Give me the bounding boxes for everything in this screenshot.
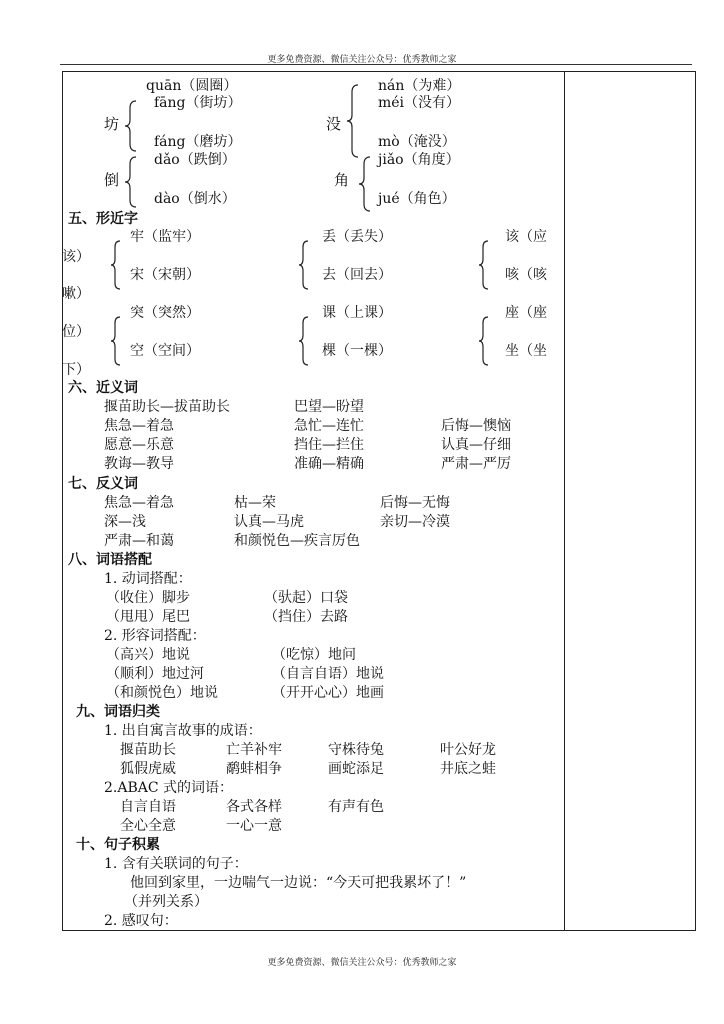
s6-r3-c2: 严肃—严厉 <box>441 456 511 472</box>
s6-r1-c2: 后悔—懊恼 <box>441 418 511 434</box>
s8-a1-1: （自言自语）地说 <box>272 666 384 682</box>
pinyin-nan: nán（为难） <box>378 78 461 94</box>
s6-r2-c1: 挡住—拦住 <box>294 437 364 453</box>
pinyin-dao1: dǎo（跌倒） <box>154 152 236 168</box>
s6-r0-c0: 揠苗助长—拔苗助长 <box>104 399 230 415</box>
s9-i1-2: 画蛇添足 <box>328 761 384 777</box>
brace-s5-3 <box>478 240 490 290</box>
s9-i0-0: 揠苗助长 <box>120 742 176 758</box>
page-header: 更多免费资源、微信关注公众号：优秀教师之家 <box>267 55 457 65</box>
s6-r1-c1: 急忙—连忙 <box>294 418 364 434</box>
s10-sub1: 1. 含有关联词的句子： <box>104 856 248 872</box>
s7-r2-c1: 和颜悦色—疾言厉色 <box>234 533 360 549</box>
s5-g4-a: 突（突然） <box>130 305 200 321</box>
section-5-title: 五、形近字 <box>68 211 138 227</box>
s6-r1-c0: 焦急—着急 <box>104 418 174 434</box>
s7-r0-c2: 后悔—无悔 <box>380 495 450 511</box>
s9-i1-0: 狐假虎威 <box>120 761 176 777</box>
s5-g4-pre1: 位） <box>62 324 90 340</box>
char-mei: 没 <box>326 115 342 133</box>
pinyin-fang2: fáng（磨坊） <box>154 134 242 150</box>
s9-i0-1: 亡羊补牢 <box>226 742 282 758</box>
pinyin-jiao2: jué（角色） <box>378 191 456 207</box>
brace-s5-2 <box>298 240 310 290</box>
s10-note: （并列关系） <box>124 894 208 910</box>
s10-sub2: 2. 感叹句： <box>104 913 178 929</box>
s8-a0-1: （吃惊）地问 <box>272 647 356 663</box>
s8-sub2: 2. 形容词搭配： <box>104 628 206 644</box>
brace-s5-5 <box>298 316 310 366</box>
s7-r1-c1: 认真—马虎 <box>234 514 304 530</box>
s6-r0-c1: 巴望—盼望 <box>294 399 364 415</box>
s5-g1-b: 宋（宋朝） <box>130 267 200 283</box>
s9-a1-1: 一心一意 <box>226 818 282 834</box>
s5-g5-b: 棵（一棵） <box>322 343 392 359</box>
s6-r2-c2: 认真—仔细 <box>441 437 511 453</box>
pinyin-quan: quān（圆圈） <box>146 78 238 94</box>
header-rule <box>60 64 692 65</box>
s7-r1-c2: 亲切—冷漠 <box>380 514 450 530</box>
s6-r3-c0: 教诲—教导 <box>104 456 174 472</box>
section-10-title: 十、句子积累 <box>76 837 160 853</box>
s6-r2-c0: 愿意—乐意 <box>104 437 174 453</box>
s8-v1-1: （挡住）去路 <box>264 609 348 625</box>
brace-mei <box>346 84 360 158</box>
s7-r2-c0: 严肃—和蔼 <box>104 533 174 549</box>
section-7-title: 七、反义词 <box>68 476 138 492</box>
brace-dao <box>124 156 138 208</box>
pinyin-mei2: mò（淹没） <box>378 134 456 150</box>
s5-g4-pre2: 下） <box>62 362 90 378</box>
s5-g3-b: 咳（咳 <box>505 267 547 283</box>
s9-i0-2: 守株待兔 <box>328 742 384 758</box>
s5-g6-a: 座（座 <box>505 305 547 321</box>
pinyin-jiao1: jiǎo（角度） <box>378 152 460 168</box>
brace-fang <box>124 100 138 152</box>
s10-sentence: 他回到家里，一边喘气一边说：“今天可把我累坏了！” <box>130 875 467 891</box>
char-jiao: 角 <box>334 171 350 189</box>
s5-g1-pre1: 该） <box>62 249 90 265</box>
s5-g2-b: 去（回去） <box>322 267 392 283</box>
s5-g4-b: 空（空间） <box>130 343 200 359</box>
s7-r0-c1: 枯—荣 <box>234 495 276 511</box>
s8-a1-0: （顺利）地过河 <box>106 666 204 682</box>
section-8-title: 八、词语搭配 <box>68 552 152 568</box>
page-footer: 更多免费资源、微信关注公众号：优秀教师之家 <box>267 958 457 968</box>
s7-r1-c0: 深—浅 <box>104 514 146 530</box>
s9-i1-3: 井底之蛙 <box>440 761 496 777</box>
s8-a2-0: （和颜悦色）地说 <box>106 685 218 701</box>
char-fang: 坊 <box>104 115 120 133</box>
brace-s5-1 <box>110 240 122 290</box>
s9-sub2: 2.ABAC 式的词语： <box>104 780 234 796</box>
section-9-title: 九、词语归类 <box>76 704 160 720</box>
s8-a0-0: （高兴）地说 <box>106 647 190 663</box>
pinyin-fang1: fāng（街坊） <box>154 95 242 111</box>
pinyin-mei1: méi（没有） <box>378 95 461 111</box>
s5-g1-pre2: 嗽） <box>62 286 90 302</box>
s8-sub1: 1. 动词搭配： <box>104 571 192 587</box>
section-6-title: 六、近义词 <box>68 380 138 396</box>
s6-r3-c1: 准确—精确 <box>294 456 364 472</box>
s5-g1-a: 牢（监牢） <box>130 229 200 245</box>
s9-a0-0: 自言自语 <box>120 799 176 815</box>
s5-g6-b: 坐（坐 <box>505 343 547 359</box>
side-cell <box>564 71 696 931</box>
brace-s5-4 <box>110 316 122 366</box>
s5-g3-a: 该（应 <box>505 229 547 245</box>
s9-i1-1: 鹬蚌相争 <box>226 761 282 777</box>
s5-g2-a: 丢（丢失） <box>322 229 392 245</box>
pinyin-dao2: dào（倒水） <box>154 191 236 207</box>
brace-jiao <box>358 156 372 212</box>
s8-v0-1: （驮起）口袋 <box>264 590 348 606</box>
s9-sub1: 1. 出自寓言故事的成语： <box>104 723 262 739</box>
s8-v1-0: （甩甩）尾巴 <box>106 609 190 625</box>
s9-a1-0: 全心全意 <box>120 818 176 834</box>
s8-v0-0: （收住）脚步 <box>106 590 190 606</box>
char-dao: 倒 <box>104 171 120 189</box>
s9-i0-3: 叶公好龙 <box>440 742 496 758</box>
s5-g5-a: 课（上课） <box>322 305 392 321</box>
s9-a0-2: 有声有色 <box>328 799 384 815</box>
s7-r0-c0: 焦急—着急 <box>104 495 174 511</box>
brace-s5-6 <box>478 316 490 366</box>
s9-a0-1: 各式各样 <box>226 799 282 815</box>
s8-a2-1: （开开心心）地画 <box>272 685 384 701</box>
